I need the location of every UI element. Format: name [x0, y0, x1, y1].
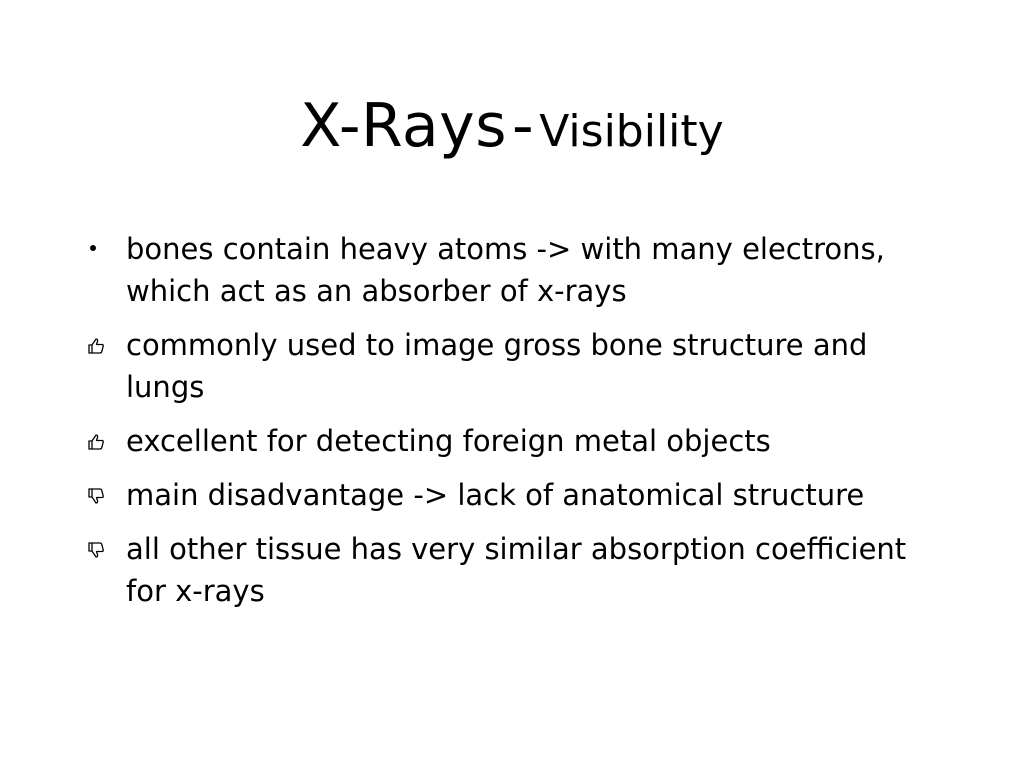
bullet-item [0, 324, 926, 408]
bullet-item [0, 474, 926, 516]
bullet-item [0, 420, 926, 462]
title-main: X-Rays [300, 91, 507, 161]
bullet-item [0, 228, 926, 312]
bullet-text: commonly used to image gross bone structure and lungs [126, 328, 868, 404]
bullet-text: main disadvantage -> lack of anatomical structure [126, 478, 865, 512]
thumbs-down-icon [86, 486, 106, 506]
bullet-dot-icon [90, 245, 96, 251]
bullet-text: excellent for detecting foreign metal objects [126, 424, 771, 458]
thumbs-up-icon [86, 432, 106, 452]
bullet-text: all other tissue has very similar absorption coefficient for x-rays [126, 532, 907, 608]
thumbs-up-icon [86, 336, 106, 356]
title-subtitle: Visibility [539, 106, 724, 157]
bullet-list [0, 228, 1024, 624]
slide-title [0, 91, 1024, 161]
title-separator: - [512, 91, 535, 161]
bullet-text: bones contain heavy atoms -> with many electrons, which act as an absorber of x-rays [126, 232, 885, 308]
bullet-item [0, 528, 926, 612]
thumbs-down-icon [86, 540, 106, 560]
